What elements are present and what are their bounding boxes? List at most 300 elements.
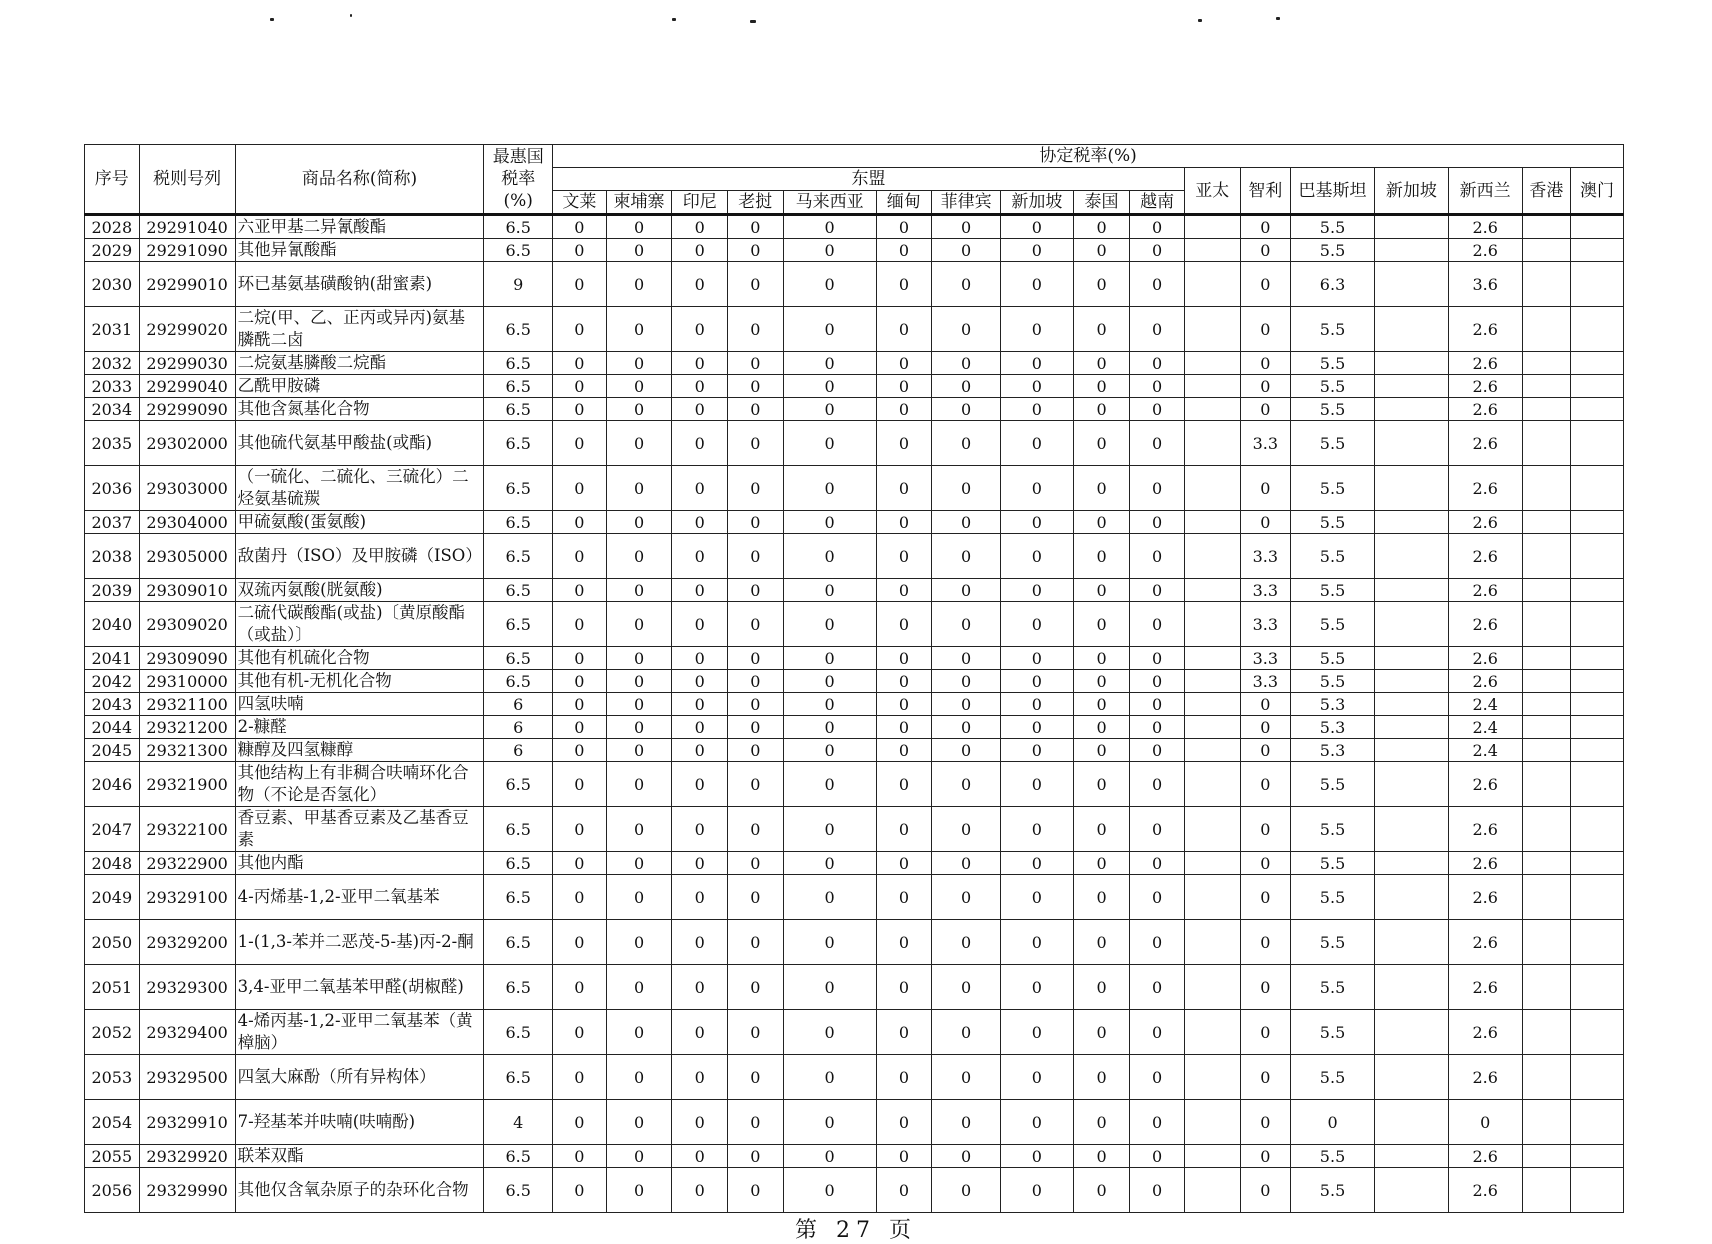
cell-asean-laos: 0 bbox=[728, 852, 784, 875]
cell-asean-brunei: 0 bbox=[553, 398, 607, 421]
cell-newzealand: 2.4 bbox=[1448, 739, 1522, 762]
header-mfn-line3: (%) bbox=[503, 191, 533, 211]
cell-asean-vietnam: 0 bbox=[1130, 693, 1185, 716]
cell-asean-indonesia: 0 bbox=[672, 398, 728, 421]
cell-newzealand: 2.6 bbox=[1448, 375, 1522, 398]
cell-chile: 0 bbox=[1240, 1010, 1291, 1055]
cell-asean-laos: 0 bbox=[728, 716, 784, 739]
cell-chile: 0 bbox=[1240, 1168, 1291, 1213]
cell-pakistan: 5.5 bbox=[1291, 647, 1375, 670]
cell-seq: 2043 bbox=[85, 693, 140, 716]
cell-asean-vietnam: 0 bbox=[1130, 511, 1185, 534]
cell-mfn: 6.5 bbox=[484, 965, 553, 1010]
cell-mfn: 6.5 bbox=[484, 807, 553, 852]
header-pakistan: 巴基斯坦 bbox=[1291, 168, 1375, 215]
cell-hongkong bbox=[1522, 1168, 1571, 1213]
cell-asean-cambodia: 0 bbox=[606, 762, 672, 807]
cell-asean-malaysia: 0 bbox=[783, 466, 876, 511]
cell-chile: 0 bbox=[1240, 375, 1291, 398]
cell-asean-thailand: 0 bbox=[1073, 875, 1130, 920]
cell-name: 二烷(甲、乙、正丙或异丙)氨基膦酰二卤 bbox=[235, 307, 484, 352]
cell-apta bbox=[1184, 421, 1240, 466]
cell-seq: 2055 bbox=[85, 1145, 140, 1168]
cell-asean-vietnam: 0 bbox=[1130, 375, 1185, 398]
cell-asean-myanmar: 0 bbox=[876, 762, 932, 807]
cell-asean-vietnam: 0 bbox=[1130, 1010, 1185, 1055]
cell-asean-brunei: 0 bbox=[553, 602, 607, 647]
cell-name: 1-(1,3-苯并二恶茂-5-基)丙-2-酮 bbox=[235, 920, 484, 965]
table-row bbox=[85, 807, 1624, 852]
cell-asean-myanmar: 0 bbox=[876, 307, 932, 352]
cell-asean-vietnam: 0 bbox=[1130, 647, 1185, 670]
cell-asean-singapore: 0 bbox=[1000, 421, 1073, 466]
table-row bbox=[85, 466, 1624, 511]
cell-asean-cambodia: 0 bbox=[606, 511, 672, 534]
cell-seq: 2048 bbox=[85, 852, 140, 875]
cell-macau bbox=[1571, 262, 1624, 307]
cell-name: 环已基氨基磺酸钠(甜蜜素) bbox=[235, 262, 484, 307]
cell-pakistan: 5.5 bbox=[1291, 1055, 1375, 1100]
header-asean-indonesia: 印尼 bbox=[672, 191, 728, 215]
cell-asean-vietnam: 0 bbox=[1130, 534, 1185, 579]
cell-asean-vietnam: 0 bbox=[1130, 262, 1185, 307]
scan-speck bbox=[1198, 19, 1202, 22]
cell-hongkong bbox=[1522, 239, 1571, 262]
cell-asean-thailand: 0 bbox=[1073, 534, 1130, 579]
table-row bbox=[85, 375, 1624, 398]
cell-hongkong bbox=[1522, 352, 1571, 375]
cell-asean-cambodia: 0 bbox=[606, 670, 672, 693]
cell-asean-thailand: 0 bbox=[1073, 579, 1130, 602]
cell-chile: 3.3 bbox=[1240, 670, 1291, 693]
cell-hongkong bbox=[1522, 920, 1571, 965]
cell-asean-singapore: 0 bbox=[1000, 534, 1073, 579]
cell-asean-laos: 0 bbox=[728, 1055, 784, 1100]
cell-hongkong bbox=[1522, 1010, 1571, 1055]
cell-code: 29322100 bbox=[139, 807, 235, 852]
header-mfn bbox=[484, 145, 553, 215]
cell-hongkong bbox=[1522, 647, 1571, 670]
cell-asean-cambodia: 0 bbox=[606, 807, 672, 852]
cell-apta bbox=[1184, 375, 1240, 398]
cell-asean-thailand: 0 bbox=[1073, 466, 1130, 511]
cell-asean-vietnam: 0 bbox=[1130, 466, 1185, 511]
cell-asean-malaysia: 0 bbox=[783, 693, 876, 716]
cell-asean-thailand: 0 bbox=[1073, 239, 1130, 262]
cell-asean-brunei: 0 bbox=[553, 352, 607, 375]
cell-seq: 2033 bbox=[85, 375, 140, 398]
cell-asean-malaysia: 0 bbox=[783, 807, 876, 852]
cell-pakistan: 5.5 bbox=[1291, 421, 1375, 466]
cell-newzealand: 2.6 bbox=[1448, 875, 1522, 920]
cell-newzealand: 2.6 bbox=[1448, 1055, 1522, 1100]
cell-macau bbox=[1571, 920, 1624, 965]
cell-hongkong bbox=[1522, 875, 1571, 920]
cell-macau bbox=[1571, 1055, 1624, 1100]
cell-seq: 2042 bbox=[85, 670, 140, 693]
cell-chile: 0 bbox=[1240, 965, 1291, 1010]
cell-asean-cambodia: 0 bbox=[606, 534, 672, 579]
cell-hongkong bbox=[1522, 739, 1571, 762]
cell-asean-thailand: 0 bbox=[1073, 716, 1130, 739]
cell-code: 29321900 bbox=[139, 762, 235, 807]
cell-newzealand: 2.6 bbox=[1448, 852, 1522, 875]
table-row bbox=[85, 647, 1624, 670]
cell-asean-malaysia: 0 bbox=[783, 852, 876, 875]
cell-mfn: 6.5 bbox=[484, 1145, 553, 1168]
cell-asean-brunei: 0 bbox=[553, 579, 607, 602]
cell-asean-malaysia: 0 bbox=[783, 1100, 876, 1145]
cell-asean-myanmar: 0 bbox=[876, 920, 932, 965]
cell-apta bbox=[1184, 1168, 1240, 1213]
cell-singapore bbox=[1374, 352, 1448, 375]
cell-code: 29329910 bbox=[139, 1100, 235, 1145]
cell-asean-cambodia: 0 bbox=[606, 716, 672, 739]
cell-asean-thailand: 0 bbox=[1073, 307, 1130, 352]
header-newzealand: 新西兰 bbox=[1448, 168, 1522, 215]
header-asean: 东盟 bbox=[553, 168, 1185, 191]
cell-pakistan: 5.5 bbox=[1291, 670, 1375, 693]
cell-apta bbox=[1184, 920, 1240, 965]
cell-seq: 2029 bbox=[85, 239, 140, 262]
cell-code: 29322900 bbox=[139, 852, 235, 875]
cell-name: 四氢大麻酚（所有异构体） bbox=[235, 1055, 484, 1100]
cell-seq: 2034 bbox=[85, 398, 140, 421]
cell-apta bbox=[1184, 602, 1240, 647]
cell-asean-myanmar: 0 bbox=[876, 1055, 932, 1100]
cell-chile: 0 bbox=[1240, 1100, 1291, 1145]
cell-newzealand: 2.6 bbox=[1448, 579, 1522, 602]
cell-asean-singapore: 0 bbox=[1000, 1010, 1073, 1055]
cell-seq: 2054 bbox=[85, 1100, 140, 1145]
cell-hongkong bbox=[1522, 579, 1571, 602]
cell-asean-myanmar: 0 bbox=[876, 466, 932, 511]
cell-singapore bbox=[1374, 579, 1448, 602]
cell-code: 29309020 bbox=[139, 602, 235, 647]
header-asean-malaysia: 马来西亚 bbox=[783, 191, 876, 215]
cell-asean-vietnam: 0 bbox=[1130, 762, 1185, 807]
table-row bbox=[85, 534, 1624, 579]
cell-hongkong bbox=[1522, 398, 1571, 421]
cell-pakistan: 5.5 bbox=[1291, 965, 1375, 1010]
cell-chile: 0 bbox=[1240, 511, 1291, 534]
cell-asean-brunei: 0 bbox=[553, 421, 607, 466]
cell-code: 29329500 bbox=[139, 1055, 235, 1100]
cell-newzealand: 2.4 bbox=[1448, 716, 1522, 739]
cell-asean-vietnam: 0 bbox=[1130, 352, 1185, 375]
cell-macau bbox=[1571, 352, 1624, 375]
cell-seq: 2039 bbox=[85, 579, 140, 602]
header-name: 商品名称(简称) bbox=[235, 145, 484, 215]
cell-newzealand: 2.6 bbox=[1448, 602, 1522, 647]
cell-name: 4-丙烯基-1,2-亚甲二氧基苯 bbox=[235, 875, 484, 920]
cell-code: 29299030 bbox=[139, 352, 235, 375]
cell-asean-malaysia: 0 bbox=[783, 511, 876, 534]
cell-asean-thailand: 0 bbox=[1073, 215, 1130, 239]
cell-newzealand: 2.6 bbox=[1448, 421, 1522, 466]
cell-asean-singapore: 0 bbox=[1000, 693, 1073, 716]
cell-macau bbox=[1571, 762, 1624, 807]
cell-asean-cambodia: 0 bbox=[606, 875, 672, 920]
cell-asean-myanmar: 0 bbox=[876, 647, 932, 670]
cell-apta bbox=[1184, 1010, 1240, 1055]
cell-mfn: 6 bbox=[484, 716, 553, 739]
table-row bbox=[85, 693, 1624, 716]
cell-chile: 3.3 bbox=[1240, 579, 1291, 602]
cell-asean-laos: 0 bbox=[728, 920, 784, 965]
cell-asean-brunei: 0 bbox=[553, 716, 607, 739]
cell-asean-brunei: 0 bbox=[553, 807, 607, 852]
cell-name: 糠醇及四氢糠醇 bbox=[235, 739, 484, 762]
cell-pakistan: 5.5 bbox=[1291, 215, 1375, 239]
cell-asean-philippines: 0 bbox=[932, 534, 1001, 579]
cell-chile: 0 bbox=[1240, 466, 1291, 511]
table-header bbox=[85, 145, 1624, 215]
header-asean-brunei: 文莱 bbox=[553, 191, 607, 215]
cell-asean-vietnam: 0 bbox=[1130, 716, 1185, 739]
cell-asean-singapore: 0 bbox=[1000, 398, 1073, 421]
cell-hongkong bbox=[1522, 693, 1571, 716]
cell-asean-laos: 0 bbox=[728, 262, 784, 307]
cell-code: 29291040 bbox=[139, 215, 235, 239]
header-agreement: 协定税率(%) bbox=[553, 145, 1624, 168]
header-asean-laos: 老挝 bbox=[728, 191, 784, 215]
cell-asean-brunei: 0 bbox=[553, 762, 607, 807]
cell-asean-philippines: 0 bbox=[932, 670, 1001, 693]
cell-asean-laos: 0 bbox=[728, 762, 784, 807]
cell-asean-indonesia: 0 bbox=[672, 739, 728, 762]
cell-asean-singapore: 0 bbox=[1000, 807, 1073, 852]
cell-macau bbox=[1571, 670, 1624, 693]
cell-asean-cambodia: 0 bbox=[606, 693, 672, 716]
cell-hongkong bbox=[1522, 1100, 1571, 1145]
cell-name: 敌菌丹（ISO）及甲胺磷（ISO） bbox=[235, 534, 484, 579]
cell-macau bbox=[1571, 716, 1624, 739]
cell-asean-cambodia: 0 bbox=[606, 466, 672, 511]
table-row bbox=[85, 1168, 1624, 1213]
cell-asean-cambodia: 0 bbox=[606, 239, 672, 262]
cell-asean-thailand: 0 bbox=[1073, 1010, 1130, 1055]
cell-seq: 2030 bbox=[85, 262, 140, 307]
cell-asean-philippines: 0 bbox=[932, 215, 1001, 239]
cell-hongkong bbox=[1522, 215, 1571, 239]
cell-apta bbox=[1184, 807, 1240, 852]
cell-code: 29321300 bbox=[139, 739, 235, 762]
header-asean-singapore: 新加坡 bbox=[1000, 191, 1073, 215]
cell-asean-cambodia: 0 bbox=[606, 647, 672, 670]
cell-asean-philippines: 0 bbox=[932, 466, 1001, 511]
cell-newzealand: 2.6 bbox=[1448, 647, 1522, 670]
cell-macau bbox=[1571, 375, 1624, 398]
cell-asean-vietnam: 0 bbox=[1130, 852, 1185, 875]
cell-name: 二烷氨基膦酸二烷酯 bbox=[235, 352, 484, 375]
cell-asean-cambodia: 0 bbox=[606, 352, 672, 375]
cell-asean-philippines: 0 bbox=[932, 852, 1001, 875]
cell-macau bbox=[1571, 466, 1624, 511]
cell-mfn: 9 bbox=[484, 262, 553, 307]
cell-asean-thailand: 0 bbox=[1073, 352, 1130, 375]
cell-chile: 0 bbox=[1240, 398, 1291, 421]
cell-asean-malaysia: 0 bbox=[783, 602, 876, 647]
cell-asean-malaysia: 0 bbox=[783, 965, 876, 1010]
cell-asean-cambodia: 0 bbox=[606, 375, 672, 398]
cell-asean-indonesia: 0 bbox=[672, 693, 728, 716]
cell-asean-singapore: 0 bbox=[1000, 262, 1073, 307]
cell-mfn: 6.5 bbox=[484, 647, 553, 670]
cell-asean-singapore: 0 bbox=[1000, 352, 1073, 375]
cell-apta bbox=[1184, 466, 1240, 511]
table-row bbox=[85, 670, 1624, 693]
cell-asean-singapore: 0 bbox=[1000, 875, 1073, 920]
cell-name: 香豆素、甲基香豆素及乙基香豆素 bbox=[235, 807, 484, 852]
cell-asean-cambodia: 0 bbox=[606, 1168, 672, 1213]
cell-hongkong bbox=[1522, 602, 1571, 647]
cell-asean-brunei: 0 bbox=[553, 466, 607, 511]
cell-asean-malaysia: 0 bbox=[783, 875, 876, 920]
cell-name: 六亚甲基二异氰酸酯 bbox=[235, 215, 484, 239]
cell-code: 29321100 bbox=[139, 693, 235, 716]
header-macau: 澳门 bbox=[1571, 168, 1624, 215]
cell-singapore bbox=[1374, 920, 1448, 965]
cell-asean-philippines: 0 bbox=[932, 875, 1001, 920]
cell-asean-brunei: 0 bbox=[553, 1145, 607, 1168]
cell-asean-thailand: 0 bbox=[1073, 807, 1130, 852]
cell-pakistan: 0 bbox=[1291, 1100, 1375, 1145]
cell-mfn: 6.5 bbox=[484, 239, 553, 262]
cell-singapore bbox=[1374, 1168, 1448, 1213]
cell-singapore bbox=[1374, 852, 1448, 875]
cell-asean-singapore: 0 bbox=[1000, 239, 1073, 262]
cell-singapore bbox=[1374, 375, 1448, 398]
cell-newzealand: 2.4 bbox=[1448, 693, 1522, 716]
cell-asean-laos: 0 bbox=[728, 602, 784, 647]
cell-asean-malaysia: 0 bbox=[783, 1168, 876, 1213]
cell-asean-philippines: 0 bbox=[932, 716, 1001, 739]
cell-name: 双巯丙氨酸(胱氨酸) bbox=[235, 579, 484, 602]
cell-asean-singapore: 0 bbox=[1000, 1055, 1073, 1100]
cell-asean-myanmar: 0 bbox=[876, 693, 932, 716]
cell-name: 其他结构上有非稠合呋喃环化合物（不论是否氢化） bbox=[235, 762, 484, 807]
cell-asean-cambodia: 0 bbox=[606, 739, 672, 762]
cell-asean-vietnam: 0 bbox=[1130, 1100, 1185, 1145]
cell-macau bbox=[1571, 875, 1624, 920]
cell-code: 29303000 bbox=[139, 466, 235, 511]
cell-asean-philippines: 0 bbox=[932, 647, 1001, 670]
cell-apta bbox=[1184, 965, 1240, 1010]
cell-code: 29299040 bbox=[139, 375, 235, 398]
cell-asean-singapore: 0 bbox=[1000, 215, 1073, 239]
cell-asean-indonesia: 0 bbox=[672, 807, 728, 852]
cell-asean-brunei: 0 bbox=[553, 262, 607, 307]
cell-hongkong bbox=[1522, 511, 1571, 534]
cell-name: 乙酰甲胺磷 bbox=[235, 375, 484, 398]
cell-newzealand: 2.6 bbox=[1448, 215, 1522, 239]
cell-pakistan: 5.5 bbox=[1291, 762, 1375, 807]
cell-mfn: 6.5 bbox=[484, 602, 553, 647]
cell-code: 29310000 bbox=[139, 670, 235, 693]
cell-asean-brunei: 0 bbox=[553, 1010, 607, 1055]
cell-hongkong bbox=[1522, 670, 1571, 693]
cell-name: 7-羟基苯并呋喃(呋喃酚) bbox=[235, 1100, 484, 1145]
cell-asean-myanmar: 0 bbox=[876, 965, 932, 1010]
cell-asean-brunei: 0 bbox=[553, 534, 607, 579]
cell-seq: 2036 bbox=[85, 466, 140, 511]
table-row bbox=[85, 762, 1624, 807]
cell-asean-singapore: 0 bbox=[1000, 965, 1073, 1010]
table-row bbox=[85, 965, 1624, 1010]
cell-asean-brunei: 0 bbox=[553, 965, 607, 1010]
cell-mfn: 6.5 bbox=[484, 852, 553, 875]
cell-asean-brunei: 0 bbox=[553, 875, 607, 920]
cell-asean-thailand: 0 bbox=[1073, 1055, 1130, 1100]
cell-mfn: 6.5 bbox=[484, 215, 553, 239]
cell-apta bbox=[1184, 239, 1240, 262]
cell-apta bbox=[1184, 670, 1240, 693]
cell-asean-myanmar: 0 bbox=[876, 670, 932, 693]
cell-pakistan: 6.3 bbox=[1291, 262, 1375, 307]
cell-name: 4-烯丙基-1,2-亚甲二氧基苯（黄樟脑） bbox=[235, 1010, 484, 1055]
header-mfn-line1: 最惠国 bbox=[492, 147, 544, 167]
cell-asean-myanmar: 0 bbox=[876, 807, 932, 852]
cell-asean-myanmar: 0 bbox=[876, 421, 932, 466]
cell-macau bbox=[1571, 534, 1624, 579]
cell-asean-indonesia: 0 bbox=[672, 852, 728, 875]
cell-hongkong bbox=[1522, 466, 1571, 511]
cell-newzealand: 2.6 bbox=[1448, 807, 1522, 852]
cell-asean-laos: 0 bbox=[728, 421, 784, 466]
cell-name: 四氢呋喃 bbox=[235, 693, 484, 716]
cell-singapore bbox=[1374, 511, 1448, 534]
cell-macau bbox=[1571, 307, 1624, 352]
cell-asean-indonesia: 0 bbox=[672, 262, 728, 307]
cell-asean-malaysia: 0 bbox=[783, 534, 876, 579]
cell-newzealand: 2.6 bbox=[1448, 307, 1522, 352]
cell-asean-singapore: 0 bbox=[1000, 579, 1073, 602]
cell-asean-brunei: 0 bbox=[553, 511, 607, 534]
cell-asean-singapore: 0 bbox=[1000, 716, 1073, 739]
cell-pakistan: 5.3 bbox=[1291, 716, 1375, 739]
cell-newzealand: 2.6 bbox=[1448, 398, 1522, 421]
header-code: 税则号列 bbox=[139, 145, 235, 215]
cell-asean-brunei: 0 bbox=[553, 307, 607, 352]
cell-asean-singapore: 0 bbox=[1000, 602, 1073, 647]
cell-chile: 0 bbox=[1240, 875, 1291, 920]
cell-pakistan: 5.5 bbox=[1291, 352, 1375, 375]
page-number: 第 27 页 bbox=[795, 1218, 917, 1243]
cell-singapore bbox=[1374, 466, 1448, 511]
cell-asean-malaysia: 0 bbox=[783, 239, 876, 262]
cell-code: 29305000 bbox=[139, 534, 235, 579]
cell-asean-indonesia: 0 bbox=[672, 965, 728, 1010]
cell-apta bbox=[1184, 647, 1240, 670]
cell-asean-thailand: 0 bbox=[1073, 1168, 1130, 1213]
cell-mfn: 6.5 bbox=[484, 762, 553, 807]
tariff-table bbox=[84, 144, 1624, 1213]
cell-asean-malaysia: 0 bbox=[783, 1010, 876, 1055]
cell-name: 其他含氮基化合物 bbox=[235, 398, 484, 421]
cell-asean-thailand: 0 bbox=[1073, 398, 1130, 421]
cell-hongkong bbox=[1522, 965, 1571, 1010]
cell-chile: 0 bbox=[1240, 762, 1291, 807]
cell-mfn: 6 bbox=[484, 693, 553, 716]
scan-speck bbox=[270, 18, 274, 21]
cell-newzealand: 2.6 bbox=[1448, 920, 1522, 965]
cell-macau bbox=[1571, 1145, 1624, 1168]
cell-apta bbox=[1184, 262, 1240, 307]
cell-asean-vietnam: 0 bbox=[1130, 1055, 1185, 1100]
cell-asean-philippines: 0 bbox=[932, 262, 1001, 307]
cell-code: 29329990 bbox=[139, 1168, 235, 1213]
